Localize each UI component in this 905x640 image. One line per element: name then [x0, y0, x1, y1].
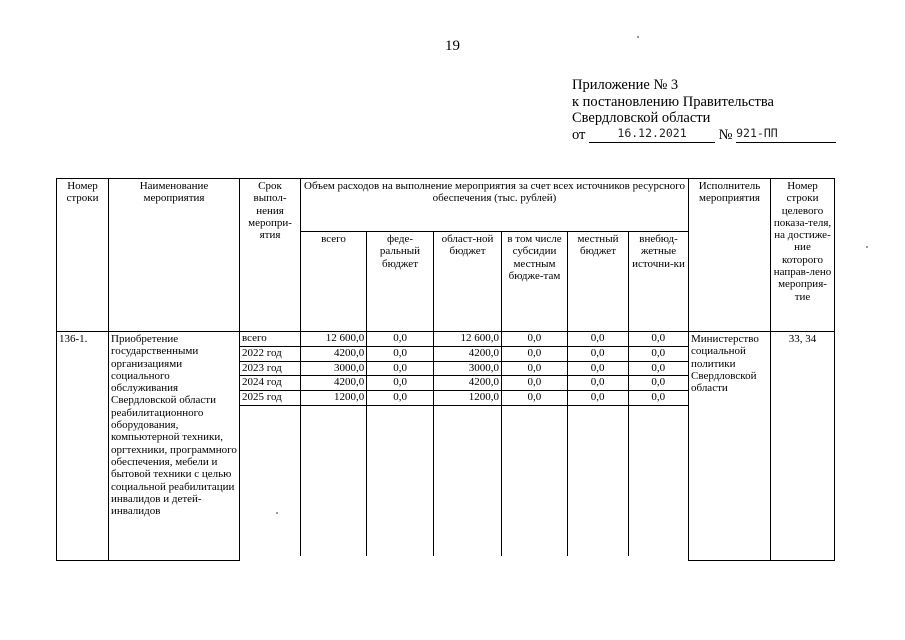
header-name: Наименование мероприятия — [109, 179, 240, 332]
period-cell-extrabudget: 0,0 — [628, 346, 688, 361]
appendix-date-line — [572, 127, 836, 144]
header-executor: Исполнитель мероприятия — [689, 179, 771, 332]
period-cell-term: 2025 год — [240, 391, 301, 406]
header-extrabudget: внебюд-жетные источни-ки — [629, 231, 689, 331]
appendix-region: Свердловской области — [572, 110, 711, 126]
period-spacer-cell — [434, 405, 502, 556]
period-cell-local: 0,0 — [567, 346, 628, 361]
period-cell-total: 12 600,0 — [301, 332, 367, 346]
period-cell-subsidies: 0,0 — [501, 361, 567, 376]
period-row — [240, 361, 688, 376]
row-name: Приобретение государственными организациями социального обслуживания Свердловской области реабилитационного оборудования, компьютерной техники, оргтехники, программного обеспечения, мебели и бытовой техники с целью социальной реабилитации инвалидов и детей-инвалидов — [109, 332, 240, 561]
header-volume-group: Объем расходов на выполнение мероприятия за счет всех источников ресурсного обеспечения (тыс. рублей) — [301, 179, 689, 232]
period-cell-regional: 1200,0 — [434, 391, 502, 406]
period-cell-federal: 0,0 — [367, 391, 434, 406]
number-field — [736, 127, 836, 143]
number-prefix: № — [718, 126, 733, 143]
period-cell-regional: 4200,0 — [434, 376, 502, 391]
period-cell-federal: 0,0 — [367, 346, 434, 361]
header-row-1 — [57, 179, 835, 232]
period-row — [240, 346, 688, 361]
header-local: местный бюджет — [568, 231, 629, 331]
period-cell-extrabudget: 0,0 — [628, 391, 688, 406]
row-number: 136-1. — [57, 332, 109, 561]
period-cell-subsidies: 0,0 — [501, 332, 567, 346]
period-spacer-cell — [501, 405, 567, 556]
header-subsidies: в том числе субсидии местным бюдже-там — [502, 231, 568, 331]
appendix-resolution: к постановлению Правительства — [572, 93, 774, 110]
period-spacer-cell — [367, 405, 434, 556]
period-cell-local: 0,0 — [567, 332, 628, 346]
period-cell-subsidies: 0,0 — [501, 346, 567, 361]
period-cell-federal: 0,0 — [367, 361, 434, 376]
scan-speck — [637, 36, 639, 38]
period-cell-term: всего — [240, 332, 301, 346]
period-cell-term: 2022 год — [240, 346, 301, 361]
period-row — [240, 391, 688, 406]
appendix-block — [572, 77, 836, 143]
header-total: всего — [301, 231, 367, 331]
header-target-row: Номер строки целевого показа-теля, на достиже-ние которого направ-лено мероприя-тие — [771, 179, 835, 332]
period-cell-subsidies: 0,0 — [501, 376, 567, 391]
period-spacer-cell — [240, 405, 301, 556]
row-target-rows: 33, 34 — [771, 332, 835, 561]
appendix-title: Приложение № 3 — [572, 77, 679, 93]
row-executor: Министерство социальной политики Свердловской области — [689, 332, 771, 561]
table-row — [57, 332, 835, 561]
header-regional: област-ной бюджет — [434, 231, 502, 331]
date-prefix: от — [572, 126, 586, 143]
period-cell-extrabudget: 0,0 — [628, 332, 688, 346]
header-federal: феде-ральный бюджет — [367, 231, 434, 331]
period-spacer-cell — [628, 405, 688, 556]
period-cell-term: 2024 год — [240, 376, 301, 391]
period-cell-term: 2023 год — [240, 361, 301, 376]
period-row — [240, 332, 688, 346]
period-cell-regional: 3000,0 — [434, 361, 502, 376]
header-row-number: Номер строки — [57, 179, 109, 332]
date-field — [589, 127, 715, 143]
scan-speck — [866, 246, 868, 248]
period-spacer — [240, 405, 688, 556]
scan-speck — [276, 512, 278, 514]
period-cell-regional: 4200,0 — [434, 346, 502, 361]
period-spacer-cell — [567, 405, 628, 556]
header-term: Срок выпол-нения меропри-ятия — [240, 179, 301, 332]
period-cell-total: 4200,0 — [301, 376, 367, 391]
page-number: 19 — [445, 38, 460, 54]
period-cell-federal: 0,0 — [367, 376, 434, 391]
number-value: 921-ПП — [736, 125, 778, 140]
period-cell-total: 3000,0 — [301, 361, 367, 376]
period-cell-extrabudget: 0,0 — [628, 361, 688, 376]
period-spacer-cell — [301, 405, 367, 556]
period-cell-extrabudget: 0,0 — [628, 376, 688, 391]
period-row — [240, 376, 688, 391]
period-cell-total: 1200,0 — [301, 391, 367, 406]
period-cell-local: 0,0 — [567, 361, 628, 376]
period-cells — [240, 332, 689, 561]
expenses-table — [56, 178, 835, 561]
period-subtable — [240, 332, 688, 556]
period-cell-regional: 12 600,0 — [434, 332, 502, 346]
period-cell-total: 4200,0 — [301, 346, 367, 361]
period-cell-local: 0,0 — [567, 376, 628, 391]
period-cell-federal: 0,0 — [367, 332, 434, 346]
period-cell-subsidies: 0,0 — [501, 391, 567, 406]
period-cell-local: 0,0 — [567, 391, 628, 406]
date-value: 16.12.2021 — [617, 125, 687, 140]
